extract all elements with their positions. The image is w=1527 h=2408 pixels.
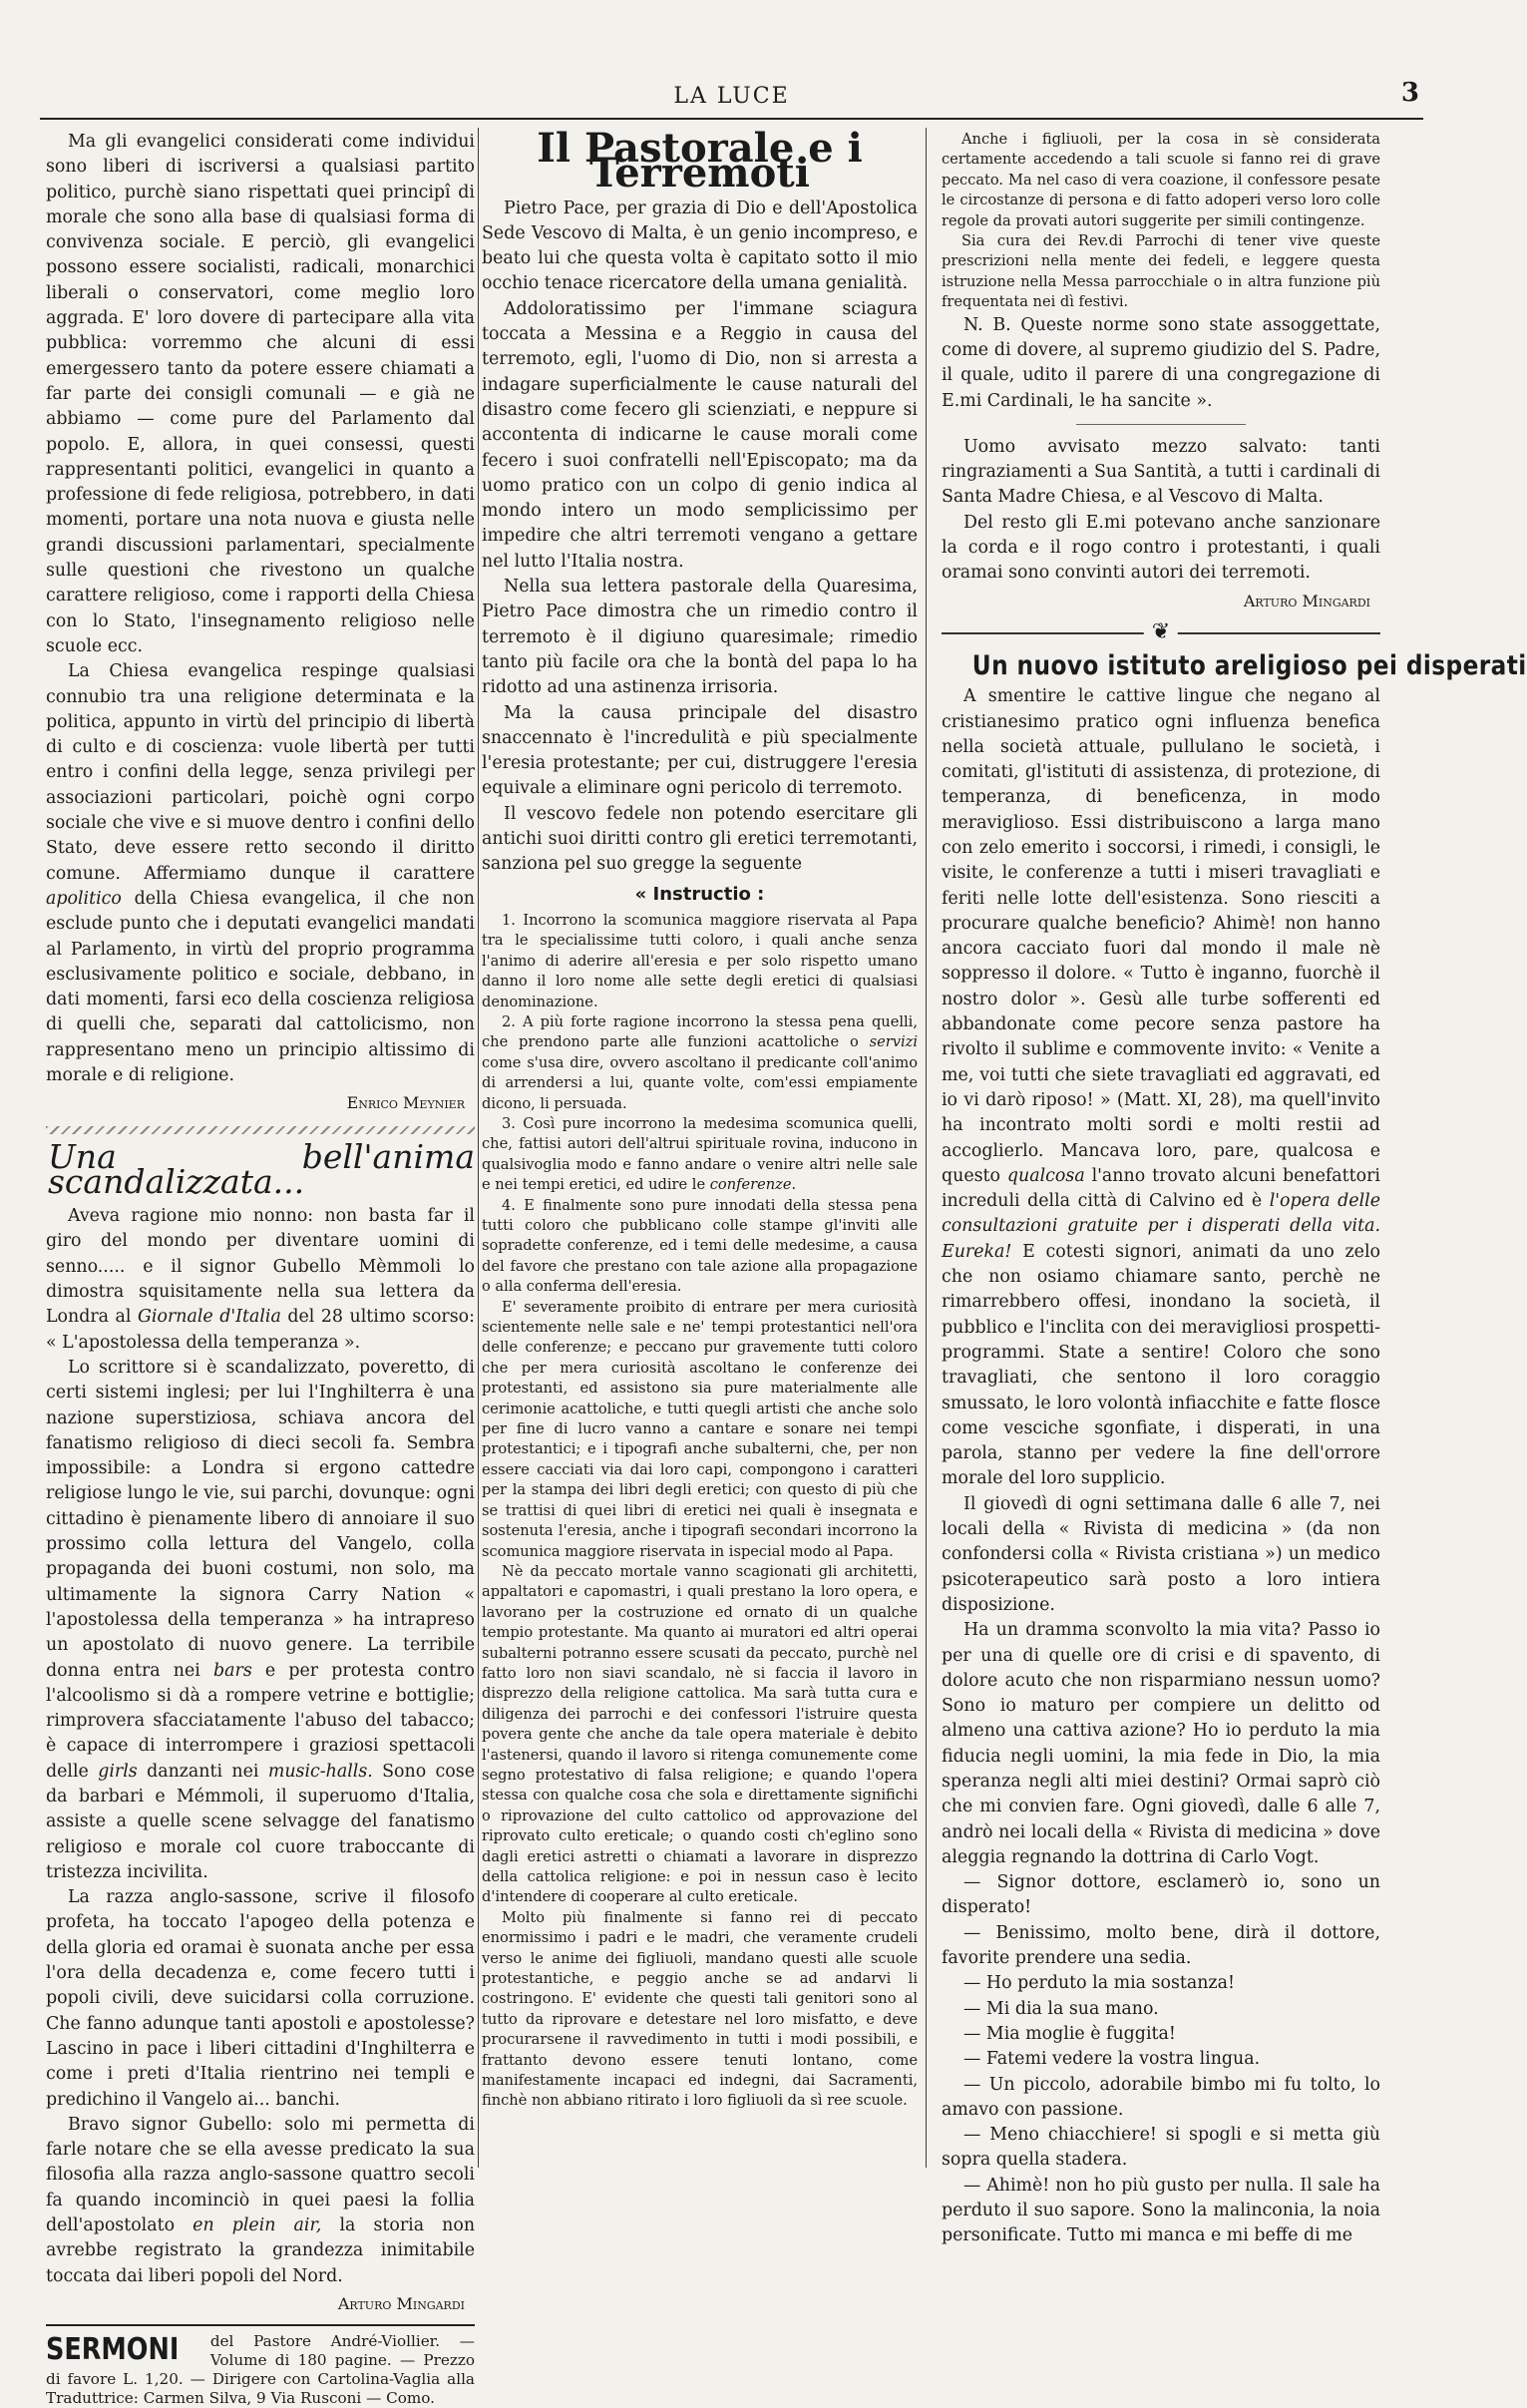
dialogue-line: — Ahimè! non ho più gusto per nulla. Il sale ha perduto il suo sapore. Sono la malinconia, la noia personificate. Tutto mi manca e mi beffe di me [942,2175,1380,2246]
instructio-paragraph: Sia cura dei Rev.di Parrochi di tener vive queste prescrizioni nella mente dei fedeli, e leggere questa istruzione nella Messa parrocchiale o in altra funzione più frequentata nei dì festivi. [942,232,1380,311]
instructio-paragraph: Molto più finalmente si fanno rei di peccato enormissimo i padri e le madri, che veramente crudeli verso le anime dei figliuoli, mandano questi alle scuole protestantiche, e peggio anche se ad andarvi li costringono. E' evidente che questi tali genitori sono al tutto da riprovare e detestare nel loro misfatto, e deve procurarsene il ravvedimento in tutti i modi possibili, e frattanto devono essere tenuti lontano, come manifestamente incapaci ed indegni, dai Sacramenti, finchè non abbiano ritirato i loro figliuoli da sì ree scuole. [482,1908,918,2110]
dialogue-line: — Ho perduto la mia sostanza! [963,1973,1235,1994]
instructio-continued [942,130,1380,313]
article-paragraph: La Chiesa evangelica respinge qualsiasi connubio tra una religione determinata e la politica, appunto in virtù del principio di libertà di culto e di coscienza: vuole libertà per tutti entro i confini della legge, senza privilegi per associazioni particolari, poichè ogni corpo sociale che vive e si muove dentro i confini dello Stato, deve essere retto secondo il diritto comune. Affermiamo dunque il carattere apolitico della Chiesa evangelica, il che non esclude punto che i deputati evangelici mandati al Parlamento, in virtù del proprio programma esclusivamente politico e sociale, debbano, in dati momenti, farsi eco della coscienza religiosa di quelli che, separati dal cattolicismo, non rappresentano meno un principio altissimo di morale e di religione. [46,661,475,1085]
instructio-heading: « Instructio : [634,883,765,905]
column-rule-2 [926,128,927,2168]
divider [1076,424,1246,425]
instructio-text [482,911,918,2112]
instructio-paragraph: 3. Così pure incorrono la medesima scomunica quelli, che, fattisi autori dell'altrui spirituale rovina, inducono in qualsivoglia modo e fanno andare o venire altri nelle sale e nei tempi eretici, ed udire le conferenze. [482,1114,918,1194]
dialogue-line: — Meno chiacchiere! si spogli e si metta giù sopra quella stadera. [942,2125,1380,2171]
dialogue-line: — Benissimo, molto bene, dirà il dottore, favorite prendere una sedia. [942,1922,1380,1969]
article-paragraph: Del resto gli E.mi potevano anche sanzionare la corda e il rogo contro i protestanti, i quali oramai sono convinti autori dei terremoti. [942,512,1380,584]
dialogue-line: — Un piccolo, adorabile bimbo mi fu tolto, lo amavo con passione. [942,2074,1380,2120]
dialogue-line: — Signor dottore, esclamerò io, sono un disperato! [942,1872,1380,1918]
instructio-paragraph: 4. E finalmente sono pure innodati della stessa pena tutti coloro che pubblicano colle stampe gl'inviti alle sopradette conferenze, ed i temi delle medesime, a causa del favore che prestano con tale azione alla propagazione o alla conferma dell'eresia. [482,1196,918,1296]
column-rule-1 [478,128,479,2168]
page-header [40,78,1423,120]
article-headline: Un nuovo istituto areligioso pei disperati [971,649,1527,681]
advertisement [46,2324,475,2408]
article-paragraph: La razza anglo-sassone, scrive il filosofo profeta, ha toccato l'apogeo della potenza e della gloria ed oramai è suonata anche per essa l'ora della decadenza e, come fecero tutti i popoli civili, deve suicidarsi colla corruzione. Che fanno adunque tanti apostoli e apostolesse? Lascino in pace i liberi cittadini d'Inghilterra e come i preti d'Italia rientrino nei templi e predichino il Vangelo ai... banchi. [46,1887,475,2110]
instructio-paragraph: Nè da peccato mortale vanno scagionati gli architetti, appaltatori e capomastri, i quali prestano la loro opera, e lavorano per la costruzione ed ornato di un qualche tempio protestante. Ma quanto ai muratori ed altri operai subalterni potranno essere scusati da peccato, purchè nel fatto loro non siavi scandalo, nè si faccia il lavoro in disprezzo della religione cattolica. Ma sarà tutta cura e diligenza dei parrochi e dei confessori l'istruire questa povera gente che anche da tale opera materiale è debito l'astenersi, quando il lavoro si ritenga comunemente come segno protestativo di falsa religione; e quando l'opera stessa con qualche cosa che sola e direttamente significhi o riprovazione del culto cattolico od approvazione del riprovato culto ereticale; o quando costi ch'eglino sono dagli eretici astretti o chiamati a lavorare in disprezzo della cattolica religione: e poi in nessun caso è lecito d'intendere di cooperare al culto ereticale. [482,1562,918,1906]
column-1 [46,130,476,2408]
dialogue-line: — Mi dia la sua mano. [963,1998,1159,2019]
instructio-paragraph: Anche i figliuoli, per la cosa in sè considerata certamente accedendo a tali scuole si fanno rei di grave peccato. Ma nel caso di vera coazione, il confessore pesate le circostanze di persona e di fatto adoperi verso loro colle regole da provati autori suggerite per simili contingenze. [942,131,1380,229]
ornamental-divider [942,618,1380,645]
article-paragraph: Addoloratissimo per l'immane sciagura toccata a Messina e a Reggio in causa del terremoto, egli, l'uomo di Dio, non si arresta a indagare superficialmente le cause naturali del disastro come fecero gli scienziati, e neppure si accontenta di indicarne le cause morali come fecero i suoi confratelli nell'Episcopato; ma da uomo pratico con un colpo di genio indica al mondo intero un modo semplicissimo per impedire che altri terremoti vengano a gettare nel lutto l'Italia nostra. [482,298,918,572]
paper-name: LA LUCE [673,84,790,109]
page-number: 3 [1400,78,1419,108]
article-paragraph: Il giovedì di ogni settimana dalle 6 alle 7, nei locali della « Rivista di medicina » (da non confondersi colla « Rivista cristiana ») un medico psicoterapeutico sarà posto a loro intiera disposizione. [942,1493,1380,1615]
author-signature: Enrico Meynier [346,1093,465,1113]
ad-text: del Pastore André-Viollier. — Volume di 180 pagine. — Prezzo di favore L. 1,20. — Dirigere con Cartolina-Vaglia alla Traduttrice: Carmen Silva, 9 Via Rusconi — Como. [46,2332,475,2408]
article-paragraph: Lo scrittore si è scandalizzato, poveretto, di certi sistemi inglesi; per lui l'Inghilterra è una nazione superstiziosa, schiava ancora del fanatismo religioso di dieci secoli fa. Sembra impossibile: a Londra si ergono cattedre religiose lungo le vie, sui parchi, dovunque: ogni cittadino è pienamente libero di annoiare il suo prossimo colla lettura del Vangelo, colla propaganda dei buoni costumi, non solo, ma ultimamente la signora Carry Nation « l'apostolessa della temperanza » ha intrapreso un apostolato di nuovo genere. La terribile donna entra nei bars e per protesta contro l'alcoolismo si dà a rompere vetrine e bottiglie; rimprovera sfacciatamente l'abuso del tabacco; è capace di interrompere i graziosi spettacoli delle girls danzanti nei music-halls. Sono cose da barbari e Mémmoli, il superuomo d'Italia, assiste a quelle scene selvagge del fanatismo religioso e morale col cuore traboccante di tristezza incivilita. [46,1357,475,1882]
article-paragraph: Il vescovo fedele non potendo esercitare gli antichi suoi diritti contro gli eretici terremotanti, sanziona pel suo gregge la seguente [482,803,918,875]
fleuron-icon: ❦ [1144,619,1178,644]
decorative-divider [46,1126,475,1134]
article-headline: Il Pastorale e i Terremoti [537,125,863,198]
article-headline: Una bell'anima scandalizzata... [48,1136,475,1201]
dialogue-line: — Mia moglie è fuggita! [963,2023,1176,2044]
article-paragraph: Ma gli evangelici considerati come individui sono liberi di iscriversi a qualsiasi partito politico, purchè siano rispettati quei principî di morale che sono alla base di qualsiasi forma di convivenza sociale. E perciò, gli evangelici possono essere socialisti, radicali, monarchici liberali o conservatori, come meglio loro aggrada. E' loro dovere di partecipare alla vita pubblica: vorremmo che alcuni di essi emergessero tanto da potere essere chiamati a far parte dei consigli comunali — e già ne abbiamo — come pure del Parlamento dal popolo. E, allora, in quei consessi, questi rappresentanti politici, evangelici in quanto a professione di fede religiosa, potrebbero, in dati momenti, portare una nota nuova e giusta nelle grandi discussioni parlamentari, specialmente sulle questioni che rivestono un qualche carattere religioso, come i rapporti della Chiesa con lo Stato, l'insegnamento religioso nelle scuole ecc. [46,132,475,656]
article-paragraph: Bravo signor Gubello: solo mi permetta di farle notare che se ella avesse predicato la sua filosofia alla razza anglo-sassone quattro secoli fa quando incominciò in quei paesi la follia dell'apostolato en plein air, la storia non avrebbe registrato la grandezza inimitabile toccata dai liberi popoli del Nord. [46,2114,476,2286]
article-paragraph: Nella sua lettera pastorale della Quaresima, Pietro Pace dimostra che un rimedio contro il terremoto è il digiuno quaresimale; rimedio tanto più facile ora che la bontà del papa lo ha ridotto ad una astinenza irrisoria. [482,577,918,698]
ad-title: SERMONI [46,2332,180,2368]
article-paragraph: A smentire le cattive lingue che negano al cristianesimo pratico ogni influenza benefica nella società attuale, pullulano le società, i comitati, gl'istituti di assistenza, di protezione, di temperanza, di beneficenza, in modo meraviglioso. Essi distribuiscono a larga mano con zelo emerito i soccorsi, i rimedi, i consigli, le visite, le conferenze a tutti i miseri travagliati e feriti nelle lotte dell'esistenza. Sono riesciti a procurare qualche beneficio? Ahimè! non hanno ancora cacciato fuori dal mondo il male nè soppresso il dolore. « Tutto è inganno, fuorchè il nostro dolor ». Gesù alle turbe sofferenti ed abbandonate come pecore senza pastore ha rivolto il sublime e commovente invito: « Venite a me, voi tutti che siete travagliati ed aggravati, ed io vi darò riposo! » (Matt. XI, 28), ma quell'invito ha incontrato molti sordi e molti restii ad accoglierlo. Mancava loro, pare, qualcosa e questo qualcosa l'anno trovato alcuni benefattori increduli della città di Calvino ed è l'opera delle consultazioni gratuite per i disperati della vita. Eureka! E cotesti signori, animati da uno zelo che non osiamo chiamare santo, perchè ne rimarrebbero offesi, inondano la società, il pubblico e l'inclita con dei meravigliosi prospetti-programmi. State a sentire! Coloro che sono travagliati, che sentono il loro coraggio smussato, le loro volontà infiacchite e fatte flosce come vesciche sgonfiate, i disperati, in una parola, stanno per vedere la fine dell'orrore morale del loro supplicio. [942,686,1381,1489]
article-paragraph: Aveva ragione mio nonno: non basta far il giro del mondo per diventare uomini di senno..... e il signor Gubello Mèmmoli lo dimostra squisitamente nella sua lettera da Londra al Giornale d'Italia del 28 ultimo scorso: « L'apostolessa della temperanza ». [46,1206,475,1353]
article-paragraph: N. B. Queste norme sono state assoggettate, come di dovere, al supremo giudizio del S. Padre, il quale, udito il parere di una congregazione di E.mi Cardinali, le ha sancite ». [942,314,1380,411]
article-paragraph: Ma la causa principale del disastro snaccennato è l'incredulità e più specialmente l'eresia protestante; per cui, distruggere l'eresia equivale a eliminare ogni pericolo di terremoto. [482,702,918,799]
dialogue-line: — Fatemi vedere la vostra lingua. [963,2049,1261,2070]
column-3 [942,130,1527,2246]
instructio-paragraph: E' severamente proibito di entrare per mera curiosità scientemente nelle sale e ne' tempi protestantici nell'ora delle conferenze; e peccano pur gravemente tutti coloro che per mera curiosità ascoltano le conferenze dei protestanti, ed assistono sia pure materialmente alle cerimonie acattoliche, e tutti quegli artisti che anche solo per fine di lucro vanno a cantare e sonare nei tempi protestantici; e i tipografi anche subalterni, che, per non essere cacciati via dai loro capi, compongono i caratteri per la stampa dei libri degli eretici; con questo di più che se trattisi di quei libri di eretici nei quali è insegnata e sostenuta l'eresia, anche i tipografi secondari incorrono la scomunica maggiore riservata in ispecial modo al Papa. [482,1298,918,1560]
article-paragraph: Pietro Pace, per grazia di Dio e dell'Apostolica Sede Vescovo di Malta, è un genio incompreso, e beato lui che questa volta è capitato sotto il mio occhio tenace ricercatore della umana genialità. [482,198,918,294]
author-signature: Arturo Mingardi [1243,591,1370,610]
article-paragraph: Uomo avvisato mezzo salvato: tanti ringraziamenti a Sua Santità, a tutti i cardinali di Santa Madre Chiesa, e al Vescovo di Malta. [942,436,1380,508]
instructio-paragraph: 1. Incorrono la scomunica maggiore riservata al Papa tra le specialissime tutti coloro, i quali anche senza l'animo di aderire all'eresia e per solo rispetto umano danno il loro nome alle sette degli eretici di qualsiasi denominazione. [482,911,918,1010]
instructio-paragraph: 2. A più forte ragione incorrono la stessa pena quelli, che prendono parte alle funzioni acattoliche o servizi come s'usa dire, ovvero ascoltano il predicante coll'animo di arrendersi a lui, quante volte, com'essi empiamente dicono, li persuada. [482,1012,919,1112]
column-2 [482,125,919,2165]
author-signature: Arturo Mingardi [337,2293,465,2313]
article-paragraph: Ha un dramma sconvolto la mia vita? Passo io per una di quelle ore di crisi e di spavento, di dolore acuto che non risparmiano nessun uomo? Sono io maturo per compiere un delitto od almeno una cattiva azione? Ho io perduto la mia fiducia negli uomini, la mia fede in Dio, la mia speranza negli alti miei destini? Ormai saprò ciò che mi convien fare. Ogni giovedì, dalle 6 alle 7, andrò nei locali della « Rivista di medicina » dove aleggia regnando la dottrina di Carlo Vogt. [942,1620,1380,1867]
